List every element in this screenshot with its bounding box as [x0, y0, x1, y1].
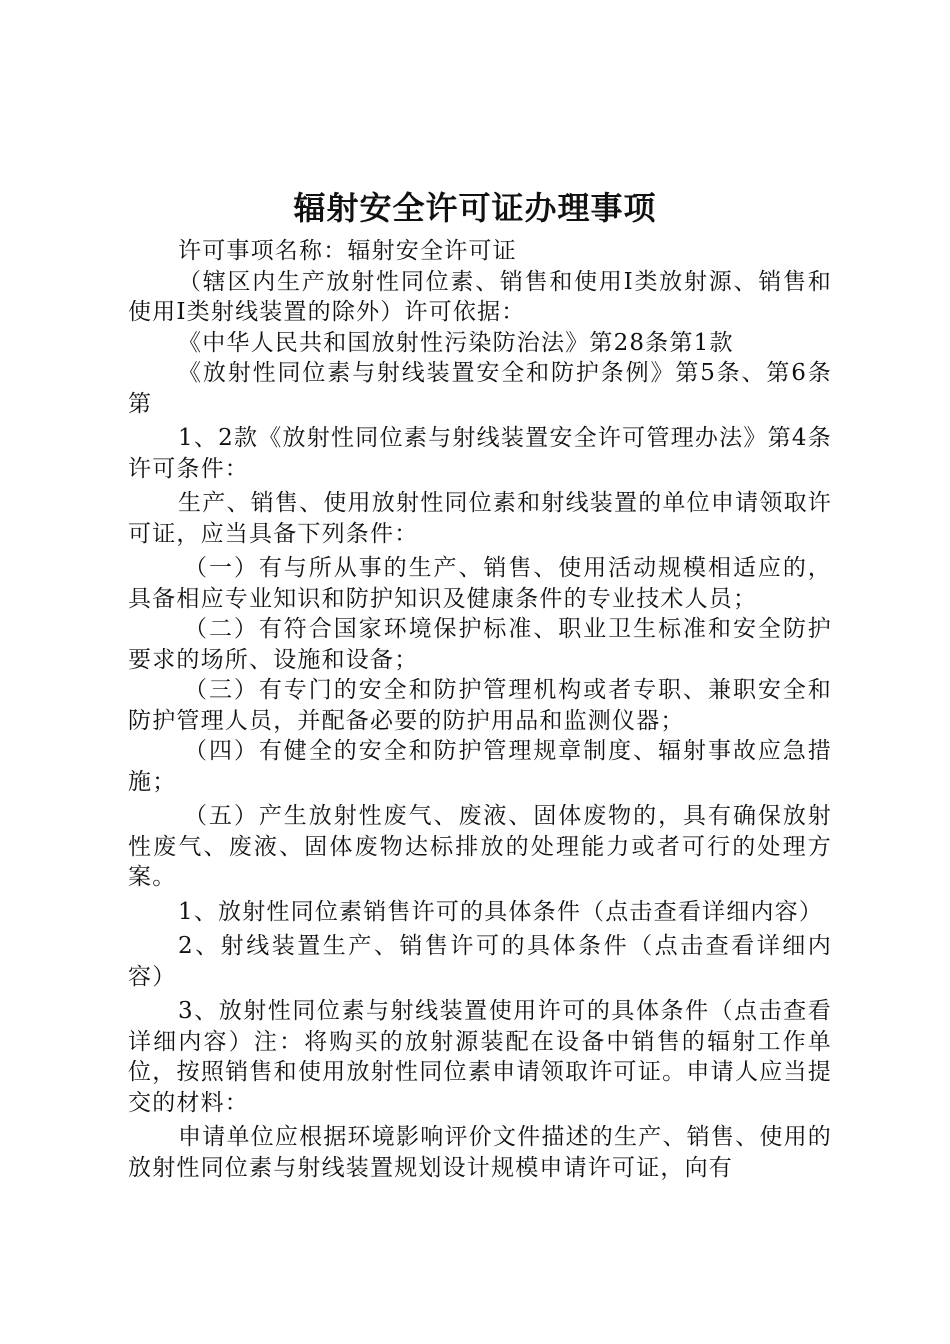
paragraph-condition-4: （四）有健全的安全和防护管理规章制度、辐射事故应急措施； — [128, 738, 832, 795]
paragraph-legal-basis-regulation: 《放射性同位素与射线装置安全和防护条例》第5条、第6条第 — [128, 360, 832, 417]
paragraph-condition-1: （一）有与所从事的生产、销售、使用活动规模相适应的，具备相应专业知识和防护知识及健康条件的专业技术人员； — [128, 555, 832, 612]
paragraph-condition-3: （三）有专门的安全和防护管理机构或者专职、兼职安全和防护管理人员，并配备必要的防护用品和监测仪器； — [128, 677, 832, 734]
paragraph-condition-2: （二）有符合国家环境保护标准、职业卫生标准和安全防护要求的场所、设施和设备； — [128, 616, 832, 673]
paragraph-legal-basis-measures: 1、2款《放射性同位素与射线装置安全许可管理办法》第4条许可条件： — [128, 425, 832, 482]
paragraph-legal-basis-law: 《中华人民共和国放射性污染防治法》第28条第1款 — [178, 329, 734, 356]
document-body — [128, 236, 832, 1183]
paragraph-condition-5: （五）产生放射性废气、废液、固体废物的，具有确保放射性废气、废液、固体废物达标排放的处理能力或者可行的处理方案。 — [128, 803, 832, 890]
link-isotope-sales-conditions[interactable]: 1、放射性同位素销售许可的具体条件（点击查看详细内容） — [178, 898, 824, 925]
paragraph-conditions-intro: 生产、销售、使用放射性同位素和射线装置的单位申请领取许可证，应当具备下列条件： — [128, 490, 832, 547]
link-ray-device-conditions[interactable]: 2、射线装置生产、销售许可的具体条件（点击查看详细内容） — [128, 933, 832, 990]
document-title: 辐射安全许可证办理事项 — [293, 189, 657, 227]
paragraph-permit-scope: （辖区内生产放射性同位素、销售和使用Ⅰ类放射源、销售和使用Ⅰ类射线装置的除外）许可依据： — [128, 268, 832, 325]
link-usage-conditions[interactable]: 3、放射性同位素与射线装置使用许可的具体条件（点击查看详细内容）注：将购买的放射源装配在设备中销售的辐射工作单位，按照销售和使用放射性同位素申请领取许可证。申请人应当提交的材料： — [128, 998, 832, 1116]
paragraph-application-materials: 申请单位应根据环境影响评价文件描述的生产、销售、使用的放射性同位素与射线装置规划设计规模申请许可证，向有 — [128, 1124, 832, 1181]
paragraph-permit-name: 许可事项名称：辐射安全许可证 — [178, 238, 517, 264]
